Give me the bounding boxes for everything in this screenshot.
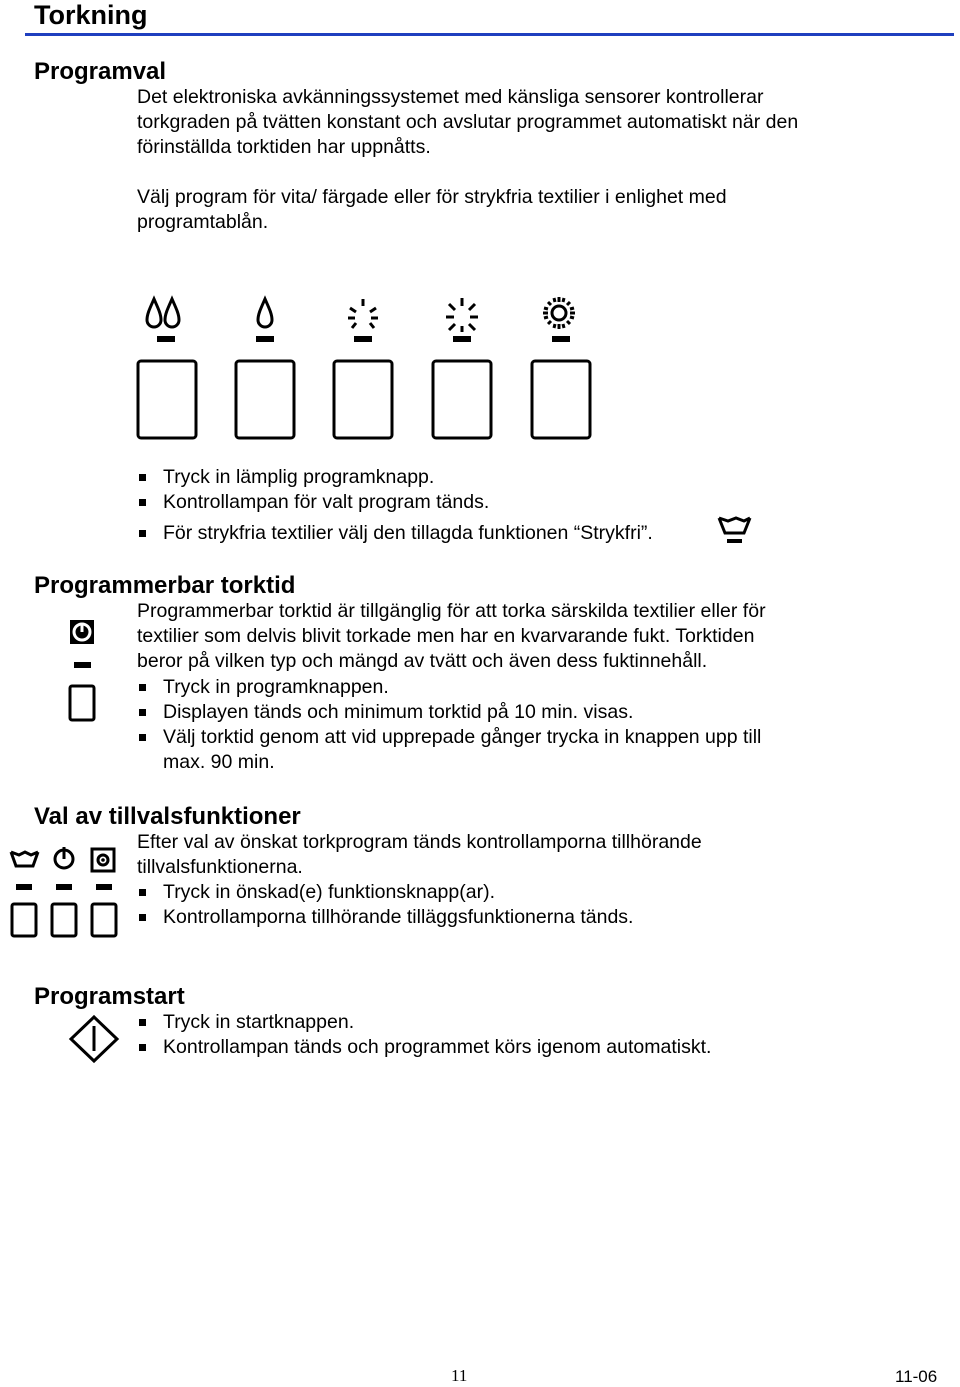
indicator-lamp: [96, 884, 112, 890]
timer-icon: [55, 847, 73, 868]
list-item: Kontrollamporna tillhörande tilläggsfunktionerna tänds.: [137, 905, 633, 930]
timer-icon: [70, 620, 94, 644]
indicator-lamp: [552, 336, 570, 342]
list-item: Tryck in startknappen.: [137, 1010, 711, 1035]
text-line: programtablån.: [137, 211, 269, 233]
programmerbar-bullets: [137, 675, 761, 750]
program-button-4[interactable]: [433, 361, 491, 438]
option-button-strykfri[interactable]: [12, 904, 36, 936]
indicator-lamp: [74, 662, 91, 668]
heading-tillval: Val av tillvalsfunktioner: [34, 803, 301, 830]
date-code: 11-06: [895, 1367, 938, 1386]
indicator-lamp: [16, 884, 32, 890]
indicator-lamp: [157, 336, 175, 342]
list-item: Kontrollampan för valt program tänds.: [137, 490, 653, 515]
text-line: Efter val av önskat torkprogram tänds kontrollamporna tillhörande: [137, 831, 702, 853]
text-line: torkgraden på tvätten konstant och avslutar programmet automatiskt när den: [137, 111, 799, 133]
list-item: Välj torktid genom att vid upprepade gånger trycka in knappen upp till: [137, 725, 761, 750]
programstart-bullets: [137, 1010, 711, 1060]
programmerbar-continuation: max. 90 min.: [163, 751, 275, 773]
sun-medium-icon: [446, 298, 478, 332]
indicator-lamps: [157, 336, 570, 342]
programval-para-1: [137, 85, 798, 160]
timer-program-panel: [54, 606, 110, 746]
indicator-lamp: [354, 336, 372, 342]
text-line: Det elektroniska avkänningssystemet med känsliga sensorer kontrollerar: [137, 86, 764, 108]
programval-bullets: [137, 465, 653, 546]
list-item: Displayen tänds och minimum torktid på 10 min. visas.: [137, 700, 761, 725]
indicator-lamp: [256, 336, 274, 342]
two-drops-icon: [147, 299, 179, 327]
tillval-bullets: [137, 880, 633, 930]
text-line: förinställda torktiden har uppnåtts.: [137, 136, 431, 158]
program-button-3[interactable]: [334, 361, 392, 438]
heading-programval: Programval: [34, 58, 167, 85]
heading-programstart: Programstart: [34, 983, 185, 1010]
text-line: Programmerbar torktid är tillgänglig för att torka särskilda textilier eller för: [137, 600, 766, 622]
option-button-timer[interactable]: [52, 904, 76, 936]
basin-icon: [11, 852, 38, 866]
program-button[interactable]: [70, 686, 94, 720]
indicator-lamp: [453, 336, 471, 342]
list-item: Tryck in lämplig programknapp.: [137, 465, 653, 490]
drum-icon: [92, 849, 114, 871]
text-line: tillvalsfunktionerna.: [137, 856, 303, 878]
indicator-lamp: [56, 884, 72, 890]
list-item: Tryck in önskad(e) funktionsknapp(ar).: [137, 880, 633, 905]
text-line: beror på vilken typ och mängd av tvätt och även dess fuktinnehåll.: [137, 650, 708, 672]
basin-icon: [716, 514, 754, 544]
option-panel: [5, 844, 125, 944]
list-item: För strykfria textilier välj den tillagda funktionen “Strykfri”.: [137, 521, 653, 546]
sun-small-icon: [348, 299, 378, 328]
program-button-5[interactable]: [532, 361, 590, 438]
tillval-para: [137, 830, 702, 880]
list-item: Kontrollampan tänds och programmet körs igenom automatiskt.: [137, 1035, 711, 1060]
text-line: Välj program för vita/ färgade eller för strykfria textilier i enlighet med: [137, 186, 727, 208]
program-button-1[interactable]: [138, 361, 196, 438]
programmerbar-para: [137, 599, 766, 674]
text-line: textilier som delvis blivit torkade men har en kvarvarande fukt. Torktiden: [137, 625, 755, 647]
page-title: Torkning: [34, 0, 148, 30]
programval-para-2: [137, 185, 727, 235]
heading-programmerbar: Programmerbar torktid: [34, 572, 296, 599]
start-diamond-icon[interactable]: [68, 1014, 120, 1064]
one-drop-icon: [258, 299, 272, 327]
program-panel: [136, 290, 606, 442]
sun-large-icon: [543, 297, 575, 329]
title-rule: [25, 33, 954, 36]
page-number: 11: [451, 1366, 468, 1385]
list-item: Tryck in programknappen.: [137, 675, 761, 700]
option-button-drum[interactable]: [92, 904, 116, 936]
program-button-2[interactable]: [236, 361, 294, 438]
